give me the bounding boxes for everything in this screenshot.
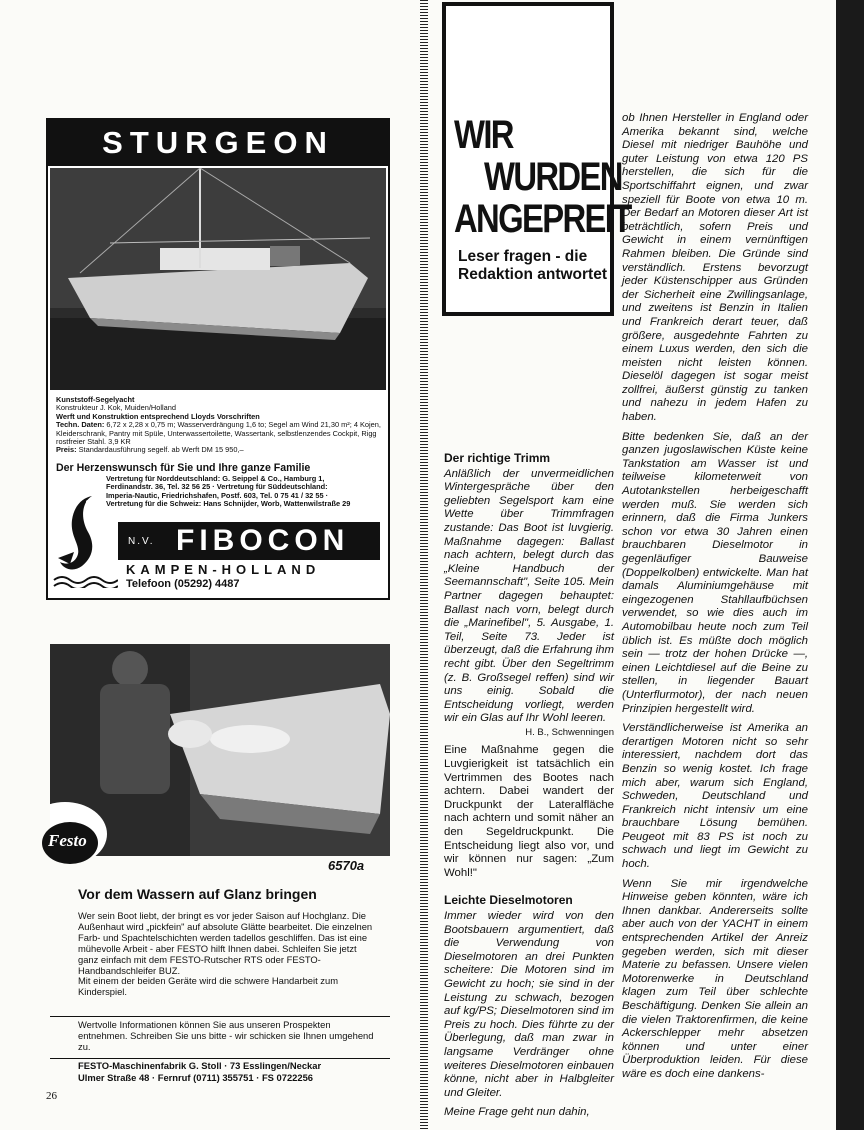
article-column-right [622,112,808,1088]
festo-logo [40,820,100,866]
sturgeon-fish-logo-icon [52,492,118,588]
article-column-middle [444,452,614,1126]
festo-body-text: Wer sein Boot liebt, der bringt es vor jeder Saison auf Hochglanz. Die Außenhaut wird „pickfein" auf absolute Glätte bearbeitet. Die einzelnen Farb- und Spachtelschichten werden tadellos geschliffen. Das ist eine mühevolle Arbeit - aber FESTO hilft Ihnen dabei. Schleifen Sie jetzt ganz einfach mit dem FESTO-Rutscher RTS oder FESTO-Handbandschleifer BUZ. [78,910,373,976]
section-title: Der richtige Trimm [444,451,551,465]
tech-data: 6,72 x 2,28 x 0,75 m; Wasserverdrängung 1,6 to; Segel am Wind 21,30 m²; 4 Kojen, Kleiderschrank, Pantry mit Spüle, Unterwassertoilette, Wassertank, selbstlenzendes Cockpit, Rigg rostfreier Stahl. 3,9 KR [56,420,381,447]
paragraph: Wenn Sie mir irgendwelche Hinweise geben könnten, wäre ich Ihnen dankbar. Andererseits sollte aber auch von der YACHT in einem entsprechenden Artikel der Anreiz gegeben werden, sich mit dieser Materie zu befassen. Unsere vielen Motorenwerke in Deutschland klagen zum Teil über schlechte Beschäftigung. Denken Sie allein an die vielen Traktorenfirmen, die keine Ackerschlepper mehr absetzen können und unter einer Überproduktion leiden. Für diese wäre es doch eine dankens- [622,877,808,1080]
fibocon-banner [118,522,380,560]
tech-label: Techn. Daten: [56,420,105,430]
reader-letter: Meine Frage geht nun dahin, [444,1106,590,1119]
reader-letter: Anläßlich der unvermeidlichen Wintergespräche über den geliebten Segelsport kam eine Wette über Trimmfragen zustande: Das Boot ist luvgierig. Maßnahme dagegen: Ballast nach achtern, belegt durch das „Kleine Handbuch der Seemannschaft", Seite 105. Mein Partner dagegen behauptet: Ballast nach vorn, belegt durch die „Marinefibel", 5. Ausgabe, 1. Teil, Seite 73. Jeder ist überzeugt, daß die Erfahrung ihm recht gibt. Über den Segeltrimm (z. B. Großsegel reffen) sind wir uns einig. Sobald die Entscheidung vorliegt, werden wir ein Glas auf Ihr Wohl leeren. [444,467,614,725]
rep-line: Vertretung für die Schweiz: Hans Schnijder, Worb, Wattenwilstraße 29 [106,499,351,509]
price-label: Preis: [56,445,77,455]
designer: Konstrukteur J. Kok, Muiden/Holland [56,403,176,413]
headline-line-3: ANGEPREIT [454,197,631,241]
paragraph: ob Ihnen Hersteller in England oder Amerika bekannt sind, welche Diesel mit niedriger Bauhöhe und guter Leistung von etwa 120 PS herstellen, die sich für die Sportschiffahrt eignen, und zwar speziell für Boote von etwa 10 m. Der Bedarf an Motoren dieser Art ist beträchtlich, sofern Preis und Gewicht in einem vernünftigen Rahmen bleiben. Die Gründe sind verständlich. Erstens bevorzugt jeder Küstenschipper aus Gründen der Sicherheit eine Zwillingsanlage, und zweitens ist Benzin in Italien und Frankreich derart teuer, daß größere, ausgedehnte Fahrten zu einem Luxus werden, den sich die meisten nicht leisten können. Dieselöl dagegen ist sogar meist zollfrei, äußerst günstig zu tanken und nahezu in jedem Hafen zu haben. [622,112,808,424]
festo-logo-text: Festo [48,831,87,850]
page-number: 26 [46,1090,57,1102]
festo-body [78,911,378,998]
price: Standardausführung segelf. ab Werft DM 15 950,– [78,445,244,455]
nv-label: N.V. [128,536,155,547]
address-line: Ulmer Straße 48 · Fernruf (0711) 355751 · FS 0722256 [78,1072,314,1083]
company-name: FIBOCON [176,524,350,557]
reader-letter: Immer wieder wird von den Bootsbauern argumentiert, daß die Verwendung von Dieselmotoren an drei Punkten scheitere: Die Motoren sind im Gewicht zu hoch; sie sind in der Leistung zu schwach, bezogen auf kg/PS; Dieselmotoren sind im Preis zu hoch. Dies führte zu der Überlegung, daß man zwar in langsame Verdränger ohne weiteres Dieselmotoren einbauen könne, nicht aber in Halbgleiter und Gleiter. [444,910,614,1099]
sturgeon-slogan: Der Herzenswunsch für Sie und Ihre ganze Familie [56,462,311,474]
festo-body-text-2: Mit einem der beiden Geräte wird die schwere Handarbeit zum Kinderspiel. [78,975,339,998]
editor-answer: Eine Maßnahme gegen die Luvgierigkeit ist tatsächlich ein Vertrimmen des Bootes nach achtern. Dabei wandert der Druckpunkt der Lateralfläche nach achtern und somit näher an den Segeldruckpunkt. Die Entscheidung liegt also vor, und wir können nur sagen: „Zum Wohl!" [444,744,614,879]
representatives [106,475,384,509]
festo-headline: Vor dem Wassern auf Glanz bringen [78,886,317,902]
letter-signature: H. B., Schwenningen [525,726,614,738]
subheadline: Leser fragen - die Redaktion antwortet [458,248,607,283]
page-edge [836,0,864,1130]
rep-line: Vertretung für Norddeutschland: G. Seippel & Co., Hamburg 1, [106,474,325,483]
sailboat-photo [50,168,386,390]
rep-line: Imperia-Nautic, Friedrichshafen, Postf. 603, Tel. 0 75 41 / 32 55 · [106,490,329,500]
company-city: KAMPEN-HOLLAND [126,562,321,577]
section-title: Leichte Dieselmotoren [444,893,573,908]
company-phone: Telefoon (05292) 4487 [126,578,240,590]
yard-note: Werft und Konstruktion entsprechend Lloyds Vorschriften [56,411,260,421]
paragraph: Bitte bedenken Sie, daß an der ganzen jugoslawischen Küste keine Tankstation am Wasser ist und teilweise kilometerweit von Autotankstellen herbeigeschafft werden muß. Sie werden sich erinnern, daß die Firma Junkers schon vor etwa 30 Jahren einen brauchbaren Dieselmotor in gegenläufiger Bauweise (Doppelkolben) entwickelte. Man hat damals Aluminiumgehäuse mit eingezogenen Stahllaufbüchsen verwendet, so wie dies auch im Automobilbau heute noch zum Teil üblich ist. Es müßte doch möglich sein — trotz der hohen Drücke —, einen Leichtdiesel auf die Beine zu stellen, in liegender Bauart (Unterflurmotor), der nach neuen Prinzipien hergestellt wird. [622,430,808,715]
binding-spine [420,0,428,1130]
headline-line-2: WURDEN [484,155,622,199]
headline-line-1: WIR [454,113,513,157]
festo-address [78,1060,378,1084]
festo-info: Wertvolle Informationen können Sie aus unseren Prospekten entnehmen. Schreiben Sie uns bitte - wir schicken sie Ihnen umgehend zu. [78,1019,374,1052]
ad-code: 6570a [328,858,365,873]
sturgeon-title: STURGEON [48,120,388,166]
rep-line: Ferdinandstr. 36, Tel. 32 56 25 · Vertretung für Süddeutschland: [106,482,328,492]
boat-type: Kunststoff-Segelyacht [56,395,135,404]
divider [50,1016,390,1017]
sanding-boat-photo [50,644,390,856]
address-line: FESTO-Maschinenfabrik G. Stoll · 73 Esslingen/Neckar [78,1060,322,1071]
paragraph: Verständlicherweise ist Amerika an derartigen Motoren nicht so sehr interessiert, nachdem dort das Benzin so wenig kostet. Ich frage mich aber, warum sich England, Schweden, Deutschland und Frankreich nicht intensiv um eine brauchbare Lösung bemühen. Peugeot mit 83 PS ist noch zu schwach und liegt im Gewicht zu hoch. [622,722,808,871]
divider [50,1058,390,1059]
sturgeon-spec-text [56,396,384,455]
